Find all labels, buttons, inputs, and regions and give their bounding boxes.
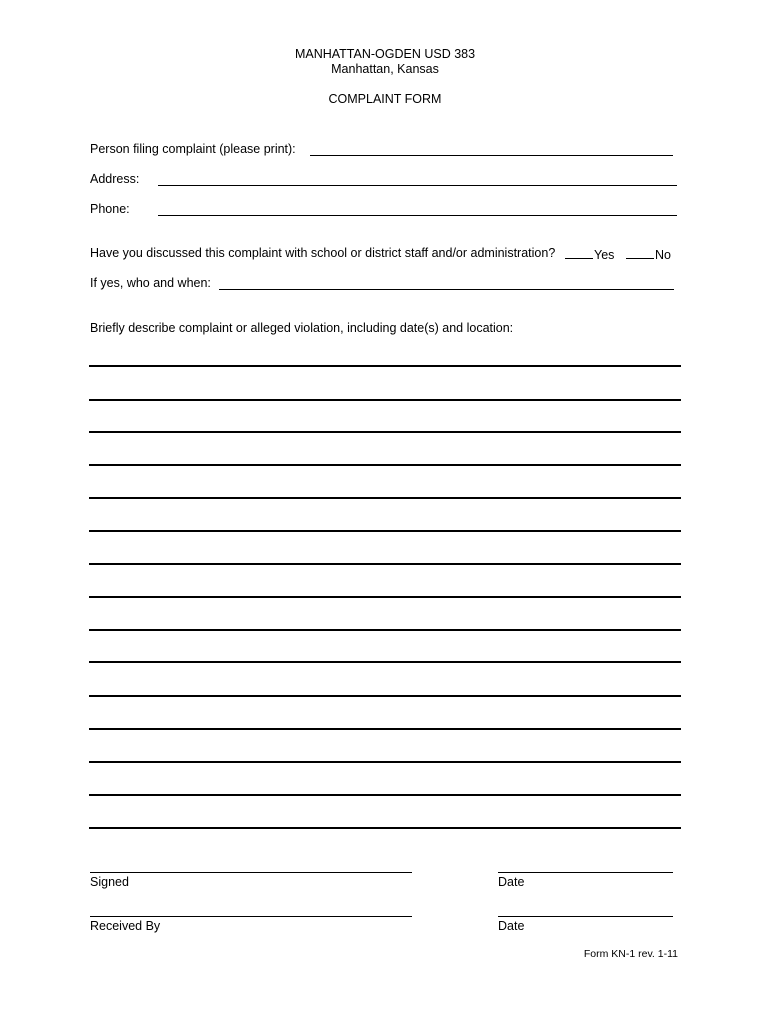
- description-line[interactable]: [89, 761, 681, 763]
- form-id: Form KN-1 rev. 1-11: [583, 948, 678, 960]
- yes-label: Yes: [594, 248, 615, 262]
- signed-date-label: Date: [498, 875, 525, 889]
- phone-label: Phone:: [90, 202, 130, 216]
- district-city: Manhattan, Kansas: [331, 62, 439, 76]
- address-label: Address:: [90, 172, 140, 186]
- description-line[interactable]: [89, 563, 681, 565]
- description-line[interactable]: [89, 728, 681, 730]
- description-line[interactable]: [89, 399, 681, 401]
- signed-field[interactable]: [90, 872, 412, 873]
- person-filing-field[interactable]: [310, 155, 673, 156]
- description-line[interactable]: [89, 794, 681, 796]
- description-line[interactable]: [89, 695, 681, 697]
- received-date-field[interactable]: [498, 916, 673, 917]
- if-yes-label: If yes, who and when:: [90, 276, 211, 290]
- no-label: No: [655, 248, 671, 262]
- description-line[interactable]: [89, 629, 681, 631]
- district-name: MANHATTAN-OGDEN USD 383: [294, 47, 476, 61]
- no-option[interactable]: [626, 246, 671, 263]
- no-blank[interactable]: [626, 246, 654, 259]
- signed-label: Signed: [90, 875, 129, 889]
- description-line[interactable]: [89, 530, 681, 532]
- form-title: COMPLAINT FORM: [328, 92, 442, 106]
- description-line[interactable]: [89, 431, 681, 433]
- discussed-question: Have you discussed this complaint with school or district staff and/or administration?: [90, 246, 556, 260]
- description-line[interactable]: [89, 596, 681, 598]
- signed-date-field[interactable]: [498, 872, 673, 873]
- description-line[interactable]: [89, 661, 681, 663]
- description-line[interactable]: [89, 827, 681, 829]
- received-date-label: Date: [498, 919, 525, 933]
- person-filing-label: Person filing complaint (please print):: [90, 142, 296, 156]
- yes-option[interactable]: [565, 246, 614, 263]
- description-line[interactable]: [89, 365, 681, 367]
- description-line[interactable]: [89, 464, 681, 466]
- if-yes-field[interactable]: [219, 289, 674, 290]
- received-by-field[interactable]: [90, 916, 412, 917]
- description-line[interactable]: [89, 497, 681, 499]
- describe-label: Briefly describe complaint or alleged violation, including date(s) and location:: [90, 321, 514, 335]
- yes-blank[interactable]: [565, 246, 593, 259]
- received-by-label: Received By: [90, 919, 161, 933]
- address-field[interactable]: [158, 185, 677, 186]
- phone-field[interactable]: [158, 215, 677, 216]
